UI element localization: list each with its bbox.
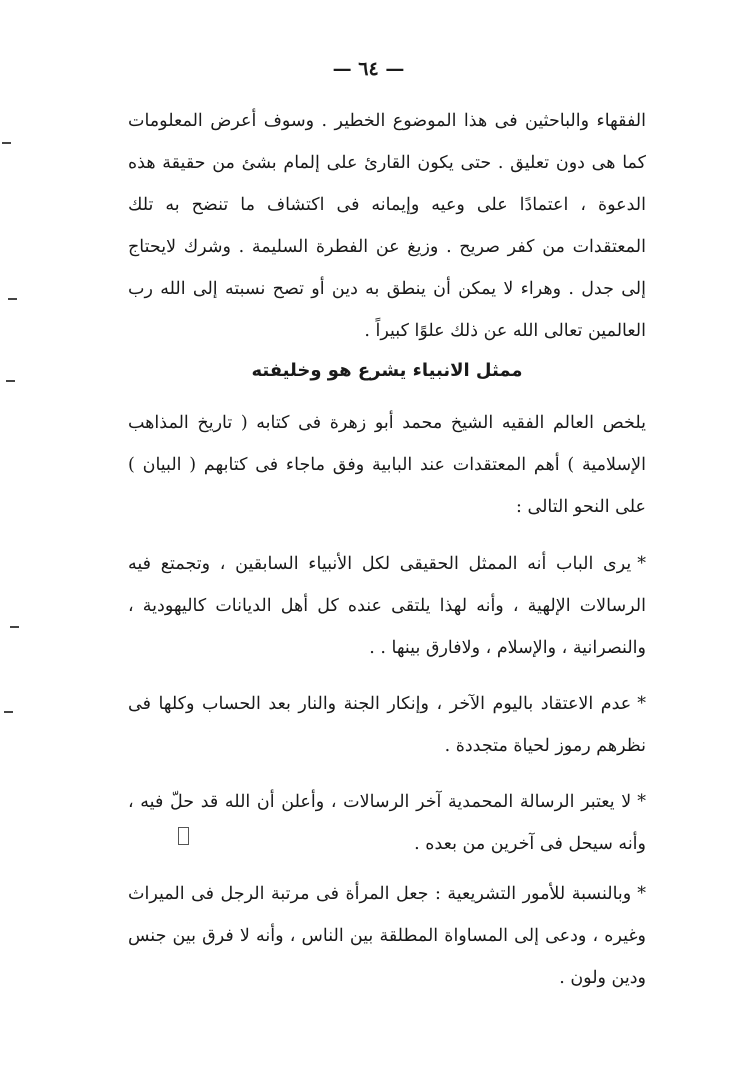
margin-tick-mark [6,380,15,382]
bullet-text: لا يعتبر الرسالة المحمدية آخر الرسالات ، وأعلن أن الله قد حلّ فيه ، وأنه سيحل فى آخرين من بعده . [128,792,646,854]
bullet-text: عدم الاعتقاد باليوم الآخر ، وإنكار الجنة والنار بعد الحساب وكلها فى نظرهم رموز لحياة متجددة . [128,694,646,756]
section-paragraph: يلخص العالم الفقيه الشيخ محمد أبو زهرة فى كتابه ( تاريخ المذاهب الإسلامية ) أهم المعتقدات عند البابية وفق ماجاء فى كتابهم ( البيان ) على النحو التالى : [128,413,646,517]
bullet-item [128,543,646,669]
bullet-text: يرى الباب أنه الممثل الحقيقى لكل الأنبياء السابقين ، وتجمتع فيه الرسالات الإلهية ، وأنه لهذا يلتقى عنده كل أهل الديانات كاليهودية ، والنصرانية ، والإسلام ، ولافارق بينها . . [128,554,646,658]
section-heading: ممثل الانبياء يشرع هو وخليفته [251,360,523,381]
bullet-marker: * [637,884,646,904]
bullet-marker: * [637,792,646,812]
margin-tick-mark [10,626,19,628]
bullet-item [128,781,646,865]
page-number: — ٦٤ — [332,58,405,80]
margin-tick-mark [8,298,17,300]
bullet-item [128,683,646,767]
bullet-text: وبالنسبة للأمور التشريعية : جعل المرأة فى مرتبة الرجل فى الميراث وغيره ، ودعى إلى المساواة المطلقة بين الناس ، وأنه لا فرق بين جنس ودين ولون . [128,884,646,988]
bullet-marker: * [637,554,646,574]
bullet-marker: * [637,694,646,714]
margin-tick-mark [2,142,11,144]
margin-tick-mark [4,711,13,713]
bullet-item [128,873,646,999]
intro-paragraph: الفقهاء والباحثين فى هذا الموضوع الخطير . وسوف أعرض المعلومات كما هى دون تعليق . حتى يكون القارئ على إلمام بشئ من حقيقة هذه الدعوة ، اعتمادًا على وعيه وإيمانه فى اكتشاف ما تنضح به تلك المعتقدات من كفر صريح . وزيغ عن الفطرة السليمة . وشرك لايحتاج إلى جدل . وهراء لا يمكن أن ينطق به دين أو تصح نسبته إلى الله رب العالمين تعالى الله عن ذلك علوًا كبيراً . [128,111,646,341]
scan-artifact-box [178,827,189,845]
